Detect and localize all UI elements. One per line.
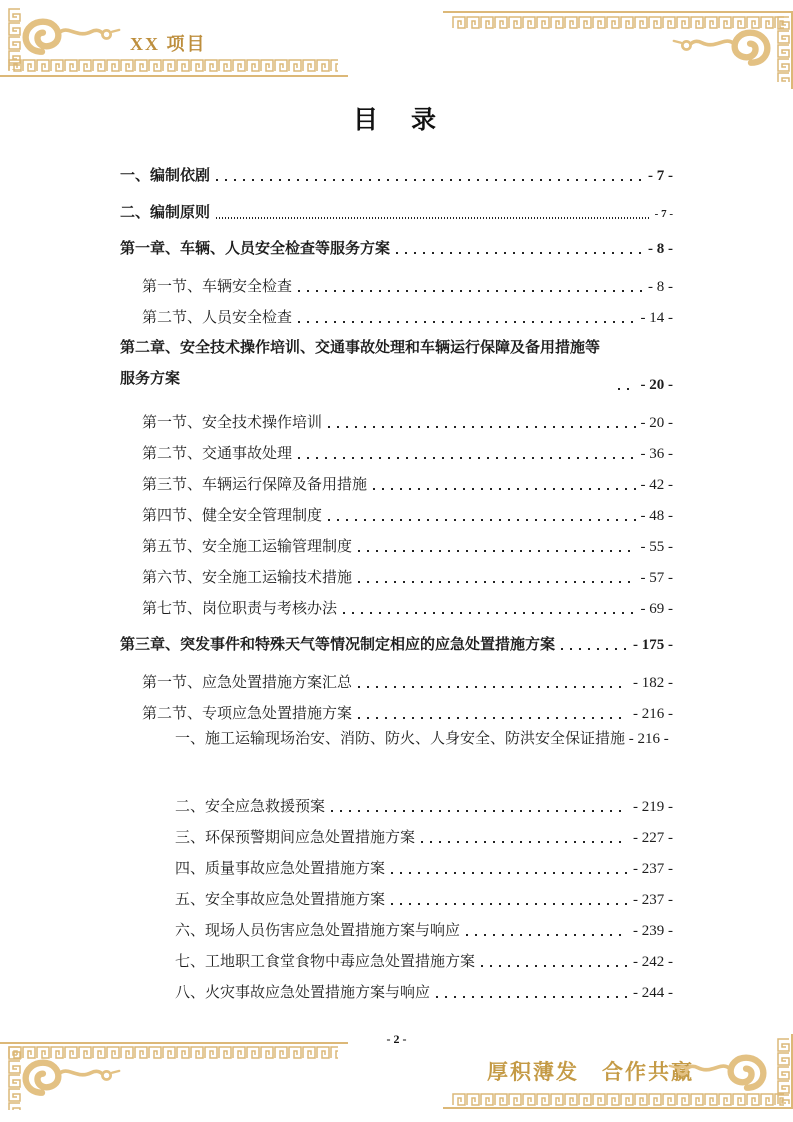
gold-rule-bottom-right [443, 1107, 793, 1109]
greek-key-border-top-right-vertical [777, 16, 790, 82]
toc-entry-label: 二、编制原则 [120, 204, 211, 221]
toc-entry-page: - 237 - [633, 892, 673, 909]
toc-entry-page: - 42 - [640, 477, 673, 494]
toc-dot-leader [396, 252, 643, 254]
toc-dot-leader [391, 872, 628, 874]
toc-dot-leader [358, 717, 628, 719]
greek-key-border-bottom-left-vertical [8, 1046, 21, 1110]
toc-entry-page: - 69 - [640, 601, 673, 618]
toc-entry[interactable] [120, 724, 673, 786]
toc-entry-page: - 216 - [628, 731, 669, 747]
toc-entry-label: 三、环保预警期间应急处置措施方案 [175, 829, 416, 846]
toc-entry-label: 八、火灾事故应急处置措施方案与响应 [175, 984, 431, 1001]
toc-dot-leader [561, 648, 628, 650]
toc-entry-page: - 239 - [633, 923, 673, 940]
toc-dot-leader [421, 841, 628, 843]
gold-rule-top-left [0, 75, 348, 77]
cloud-ornament-icon [22, 1058, 122, 1102]
toc-entry-label: 第六节、安全施工运输技术措施 [142, 569, 353, 586]
toc-entry-page: - 8 - [648, 241, 673, 258]
toc-entry-page: - 20 - [640, 377, 673, 394]
toc-dot-leader [328, 519, 635, 521]
toc-entry[interactable] [120, 624, 673, 655]
toc-dot-leader [391, 903, 628, 905]
toc-dot-leader [331, 810, 628, 812]
toc-dot-leader [618, 388, 636, 390]
cloud-ornament-icon [667, 1053, 767, 1097]
toc-entry[interactable] [120, 662, 673, 693]
toc-entry[interactable] [120, 588, 673, 619]
toc-entry[interactable] [120, 972, 673, 1003]
toc-entry[interactable] [120, 402, 673, 433]
toc-entry-page: - 8 - [648, 279, 673, 296]
toc-entry[interactable] [120, 848, 673, 879]
toc-entry-page: - 14 - [640, 310, 673, 327]
toc-entry[interactable] [120, 941, 673, 972]
toc-entry[interactable] [120, 786, 673, 817]
toc-entry[interactable] [120, 557, 673, 588]
toc-entry-page: - 216 - [633, 706, 673, 723]
toc-entry-page: - 20 - [640, 415, 673, 432]
page-number: - 2 - [386, 1032, 407, 1046]
toc-entry-page: - 36 - [640, 446, 673, 463]
toc-entry-label: 第五节、安全施工运输管理制度 [142, 538, 353, 555]
toc-entry-page: - 55 - [640, 539, 673, 556]
cloud-ornament-icon [671, 28, 771, 72]
toc-entry[interactable] [120, 433, 673, 464]
toc-entry-label: 第四节、健全安全管理制度 [142, 507, 323, 524]
toc-entry[interactable] [120, 464, 673, 495]
toc-entry-label: 第二节、人员安全检查 [142, 309, 293, 326]
toc-entry-page: - 48 - [640, 508, 673, 525]
toc-entry[interactable] [120, 228, 673, 259]
project-title: XX 项目 [130, 34, 207, 54]
toc-dot-leader [358, 550, 635, 552]
gold-rule-bottom-left [0, 1042, 348, 1044]
toc-entry-page: - 7 - [654, 208, 673, 221]
toc-entry[interactable] [120, 186, 673, 223]
toc-entry-label: 第二节、专项应急处置措施方案 [142, 705, 353, 722]
toc-entry-label: 六、现场人员伤害应急处置措施方案与响应 [175, 922, 461, 939]
toc-entry-page: - 242 - [633, 954, 673, 971]
toc-entry-label: 四、质量事故应急处置措施方案 [175, 860, 386, 877]
toc-entry[interactable] [120, 333, 673, 395]
gold-rule-top-right [443, 11, 793, 13]
cloud-ornament-icon [22, 17, 122, 61]
toc-dot-leader [373, 488, 635, 490]
toc-entry[interactable] [120, 297, 673, 328]
toc-dot-leader [298, 457, 635, 459]
toc-entry-page: - 7 - [648, 168, 673, 185]
toc-entry[interactable] [120, 495, 673, 526]
toc-entry-label: 七、工地职工食堂食物中毒应急处置措施方案 [175, 953, 476, 970]
toc-entry-label: 第三章、突发事件和特殊天气等情况制定相应的应急处置措施方案 [120, 636, 556, 653]
toc-dot-leader [481, 965, 628, 967]
toc-dot-leader [216, 217, 650, 219]
toc-dot-leader [343, 612, 635, 614]
toc-dot-leader [358, 686, 628, 688]
page-title: 目 录 [352, 107, 440, 134]
toc-entry-page: - 57 - [640, 570, 673, 587]
toc-entry[interactable] [120, 693, 673, 724]
toc-entry[interactable] [120, 910, 673, 941]
toc-dot-leader [298, 321, 635, 323]
toc-entry-label: 第一节、应急处置措施方案汇总 [142, 674, 353, 691]
toc-entry-page: - 182 - [633, 675, 673, 692]
toc-entry[interactable] [120, 526, 673, 557]
toc-dot-leader [216, 179, 643, 181]
toc-entry-page: - 237 - [633, 861, 673, 878]
toc-entry[interactable] [120, 879, 673, 910]
toc-entry-page: - 175 - [633, 637, 673, 654]
toc-dot-leader [298, 290, 643, 292]
toc-entry-label: 二、安全应急救援预案 [175, 798, 326, 815]
toc-entry-label: 第三节、车辆运行保障及备用措施 [142, 476, 368, 493]
toc-entry-page: - 219 - [633, 799, 673, 816]
toc-dot-leader [358, 581, 635, 583]
toc-dot-leader [466, 934, 628, 936]
toc-entry-page: - 227 - [633, 830, 673, 847]
toc-entry[interactable] [120, 817, 673, 848]
toc-entry-label: 第二章、安全技术操作培训、交通事故处理和车辆运行保障及备用措施等服务方案 [120, 340, 601, 387]
toc-entry-label: 第一节、车辆安全检查 [142, 278, 293, 295]
toc-entry-label: 一、编制依剧 [120, 167, 211, 184]
toc-entry[interactable] [120, 149, 673, 186]
toc-list [120, 149, 673, 1003]
toc-dot-leader [328, 426, 635, 428]
toc-entry-label: 五、安全事故应急处置措施方案 [175, 891, 386, 908]
toc-entry-label: 第一节、安全技术操作培训 [142, 414, 323, 431]
footer-slogan: 厚积薄发 合作共赢 [487, 1060, 694, 1084]
toc-entry[interactable] [120, 266, 673, 297]
toc-entry-label: 第一章、车辆、人员安全检查等服务方案 [120, 240, 391, 257]
toc-dot-leader [436, 996, 628, 998]
toc-entry-label: 第二节、交通事故处理 [142, 445, 293, 462]
toc-entry-label: 一、施工运输现场治安、消防、防火、人身安全、防洪安全保证措施 [175, 731, 626, 747]
toc-entry-label: 第七节、岗位职责与考核办法 [142, 600, 338, 617]
toc-entry-page: - 244 - [633, 985, 673, 1002]
